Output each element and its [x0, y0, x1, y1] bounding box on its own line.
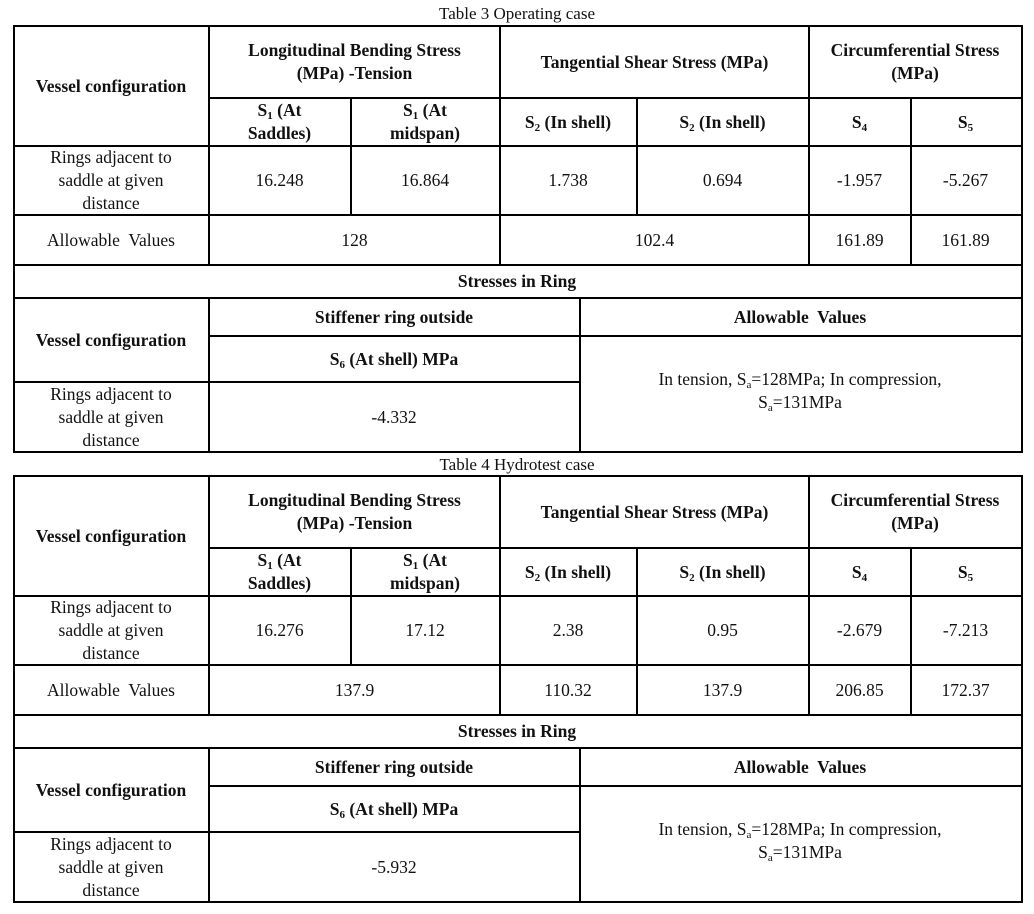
subheader-s5: $S_5$ — [957, 561, 974, 584]
header-vessel-configuration: Vessel configuration — [35, 75, 187, 96]
rule — [499, 475, 501, 715]
allowable-s5: 161.89 — [941, 229, 990, 250]
rule — [208, 475, 210, 715]
value-s2-shell-a: 1.738 — [548, 170, 588, 190]
allowable-s2-shell-a: 110.32 — [544, 679, 592, 700]
value-s4: -1.957 — [836, 170, 883, 190]
rule — [13, 747, 1023, 749]
subheader-s4: $S_4$ — [851, 561, 868, 584]
table-operating-case — [0, 0, 1034, 450]
ring-value-s6: -5.932 — [371, 856, 417, 877]
header-vessel-configuration: Vessel configuration — [35, 525, 187, 546]
header-longitudinal-bending: Longitudinal Bending Stress (MPa) -Tension — [248, 490, 461, 533]
rule — [499, 25, 501, 265]
ring-header-stiffener: Stiffener ring outside — [314, 756, 474, 777]
rule — [13, 25, 1023, 27]
allowable-s5: 172.37 — [941, 679, 990, 700]
rule — [13, 214, 1023, 216]
subheader-s1-saddles: $S_1$ (At Saddles) — [247, 550, 312, 593]
subheader-s1-midspan: $S_1$ (At midspan) — [389, 100, 461, 143]
rule — [13, 901, 1023, 903]
rule — [13, 381, 580, 383]
rule — [13, 475, 1023, 477]
allowable-s2-shell-b: 137.9 — [702, 679, 743, 700]
section-stresses-in-ring: Stresses in Ring — [457, 271, 577, 291]
rule — [13, 297, 1023, 299]
ring-allowable-text: In tension, $S_a=128MPa$; In compression, $S_a=131MPa$ — [658, 819, 942, 864]
rule — [579, 747, 581, 903]
table-caption: Table 3 Operating case — [439, 4, 595, 23]
rule — [350, 547, 352, 665]
subheader-s2-shell-b: $S_2$ (In shell) — [679, 561, 766, 584]
ring-header-stiffener: Stiffener ring outside — [314, 306, 474, 327]
rule — [209, 547, 1023, 549]
ring-header-allowable: Allowable Values — [733, 756, 867, 777]
ring-subheader-s6: $S_6$ (At shell) MPa — [329, 798, 459, 821]
value-s1-saddles: 16.276 — [255, 620, 304, 640]
value-s1-saddles: 16.248 — [255, 170, 304, 190]
rule — [13, 475, 15, 903]
value-s5: -5.267 — [942, 170, 989, 190]
subheader-s2-shell-a: $S_2$ (In shell) — [524, 111, 612, 134]
ring-allowable-text: In tension, $S_a=128MPa$; In compression, $S_a=131MPa$ — [658, 369, 942, 414]
subheader-s2-shell-a: $S_2$ (In shell) — [524, 561, 612, 584]
ring-row-label-rings: Rings adjacent to saddle at given distance — [50, 383, 172, 450]
rule — [13, 831, 580, 833]
allowable-longitudinal: 137.9 — [334, 679, 375, 700]
rule — [209, 785, 1023, 787]
allowable-longitudinal: 128 — [341, 229, 368, 250]
rule — [13, 25, 15, 453]
rule — [13, 264, 1023, 266]
rule — [208, 25, 210, 265]
ring-header-vessel-configuration: Vessel configuration — [35, 329, 187, 350]
row-label-rings: Rings adjacent to saddle at given distance — [50, 597, 172, 663]
ring-value-s6: -4.332 — [371, 406, 417, 427]
rule — [209, 335, 1023, 337]
value-s2-shell-b: 0.694 — [702, 170, 743, 190]
allowable-tangential: 102.4 — [634, 229, 675, 250]
allowable-s4: 206.85 — [835, 679, 884, 700]
rule — [208, 297, 210, 453]
header-circumferential: Circumferential Stress (MPa) — [830, 490, 1000, 533]
value-s2-shell-a: 2.38 — [552, 620, 584, 640]
value-s4: -2.679 — [836, 620, 883, 640]
rule — [350, 97, 352, 215]
subheader-s2-shell-b: $S_2$ (In shell) — [679, 111, 766, 134]
rule — [208, 747, 210, 903]
row-label-allowable: Allowable Values — [47, 229, 175, 250]
value-s1-midspan: 17.12 — [405, 620, 445, 640]
header-longitudinal-bending: Longitudinal Bending Stress (MPa) -Tension — [248, 40, 461, 83]
rule — [636, 97, 638, 215]
header-tangential-shear: Tangential Shear Stress (MPa) — [540, 501, 769, 522]
rule — [1021, 25, 1023, 453]
rule — [910, 97, 912, 265]
rule — [808, 475, 810, 715]
subheader-s5: $S_5$ — [957, 111, 974, 134]
header-tangential-shear: Tangential Shear Stress (MPa) — [540, 51, 769, 72]
rule — [808, 25, 810, 265]
rule — [636, 547, 638, 715]
subheader-s4: $S_4$ — [851, 111, 868, 134]
value-s2-shell-b: 0.95 — [707, 620, 738, 640]
rule — [13, 145, 1023, 147]
subheader-s1-saddles: $S_1$ (At Saddles) — [247, 100, 312, 143]
row-label-rings: Rings adjacent to saddle at given distance — [50, 147, 172, 213]
rule — [13, 595, 1023, 597]
value-s5: -7.213 — [942, 620, 989, 640]
rule — [910, 547, 912, 715]
value-s1-midspan: 16.864 — [400, 170, 450, 190]
rule — [1021, 475, 1023, 903]
ring-row-label-rings: Rings adjacent to saddle at given distance — [50, 833, 172, 900]
allowable-s4: 161.89 — [835, 229, 884, 250]
ring-subheader-s6: $S_6$ (At shell) MPa — [329, 348, 459, 371]
rule — [579, 297, 581, 453]
rule — [13, 714, 1023, 716]
ring-header-allowable: Allowable Values — [733, 306, 867, 327]
ring-header-vessel-configuration: Vessel configuration — [35, 779, 187, 800]
rule — [209, 97, 1023, 99]
section-stresses-in-ring: Stresses in Ring — [457, 721, 577, 741]
table-caption: Table 4 Hydrotest case — [439, 455, 595, 474]
table-hydrotest-case — [0, 450, 1034, 914]
subheader-s1-midspan: $S_1$ (At midspan) — [389, 550, 461, 593]
rule — [13, 664, 1023, 666]
row-label-allowable: Allowable Values — [47, 679, 175, 700]
header-circumferential: Circumferential Stress (MPa) — [830, 40, 1000, 83]
